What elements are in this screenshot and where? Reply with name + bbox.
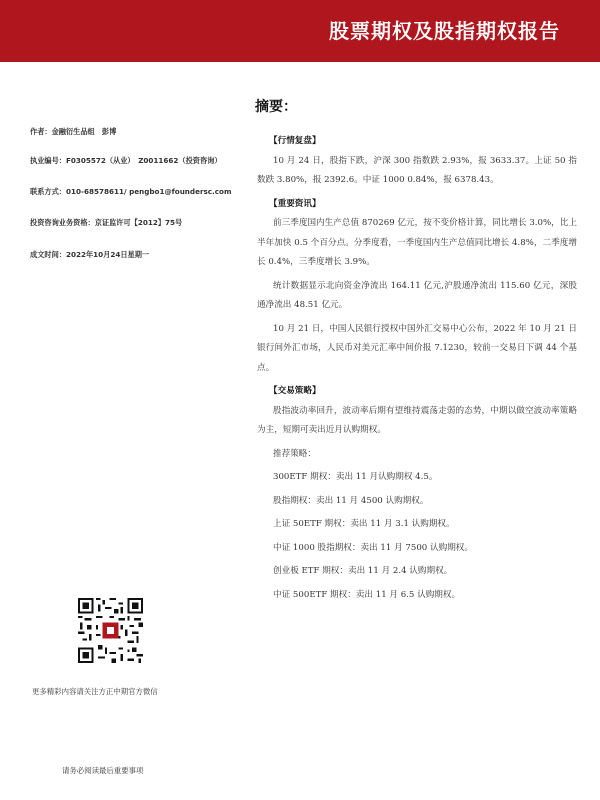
qualification-line — [30, 218, 182, 228]
strategy-title: 【交易策略】 — [269, 386, 321, 396]
strategy-item: 创业板 ETF 期权：卖出 11 月 2.4 认购期权。 — [273, 566, 453, 576]
key-news-paragraph: 10 月 21 日，中国人民银行授权中国外汇交易中心公布，2022 年 10 月 21 日银行间外汇市场，人民币对美元汇率中间价报 7.1230，较前一交易日下调 44 个基点。 — [257, 323, 577, 373]
key-news-title: 【重要资讯】 — [269, 198, 321, 209]
qualification-label: 投资咨询业务资格： — [30, 218, 95, 227]
contact-value: 010-68578611/ pengbo1@foundersc.com — [65, 187, 232, 196]
author-line — [30, 127, 116, 137]
report-body — [257, 132, 577, 609]
key-news-paragraph: 统计数据显示北向资金净流出 164.11 亿元,沪股通净流出 115.60 亿元，深股通净流出 48.51 亿元。 — [257, 280, 577, 310]
qualification-value: 京证监许可【2012】75号 — [94, 218, 183, 227]
footer-note: 请务必阅读最后重要事项 — [62, 766, 144, 775]
strategy-item: 上证 50ETF 期权：卖出 11 月 3.1 认购期权。 — [273, 519, 455, 529]
summary-heading: 摘要： — [255, 99, 297, 115]
header-bar — [0, 0, 600, 62]
qr-code-icon — [78, 598, 143, 663]
author-label: 作者： — [30, 127, 52, 136]
contact-label: 联系方式： — [30, 187, 66, 196]
strategy-item: 中证 500ETF 期权：卖出 11 月 6.5 认购期权。 — [273, 589, 461, 600]
key-news-paragraph: 前三季度国内生产总值 870269 亿元，按不变价格计算，同比增长 3.0%，比上半年加快 0.5 个百分点。分季度看，一季度国内生产总值同比增长 4.8%，二季度增长 0.4%，三季度增长 3.9%。 — [257, 218, 577, 267]
qr-code-graphic — [78, 598, 143, 663]
date-value: 2022年10月24日星期一 — [65, 250, 150, 259]
contact-line — [30, 187, 231, 197]
date-label: 成文时间： — [30, 250, 66, 259]
license-line — [30, 156, 222, 166]
date-line — [30, 250, 149, 260]
strategy-item: 300ETF 期权：卖出 11 月认购期权 4.5。 — [273, 472, 438, 482]
strategy-paragraph: 股指波动率回升，波动率后期有望维持震荡走弱的态势，中期以做空波动率策略为主，短期可卖出近月认购期权。 — [257, 405, 577, 435]
author-value: 金融衍生品组 彭博 — [51, 127, 117, 136]
strategy-item: 中证 1000 股指期权：卖出 11 月 7500 认购期权。 — [273, 542, 473, 553]
report-title: 股票期权及股指期权报告 — [329, 19, 560, 43]
recommend-title: 推荐策略： — [273, 448, 316, 459]
license-label: 执业编号： — [30, 156, 66, 165]
strategy-item: 股指期权：卖出 11 月 4500 认购期权。 — [273, 495, 429, 506]
market-review-paragraph: 10 月 24 日，股指下跌，沪深 300 指数跌 2.93%，报 3633.37。上证 50 指数跌 3.80%，报 2392.6。中证 1000 0.84%，报 6378.43。 — [257, 155, 577, 185]
license-value: F0305572（从业） Z0011662（投资咨询） — [65, 156, 222, 165]
qr-caption: 更多精彩内容请关注方正中期官方微信 — [32, 687, 158, 696]
market-review-title: 【行情复盘】 — [269, 136, 321, 146]
